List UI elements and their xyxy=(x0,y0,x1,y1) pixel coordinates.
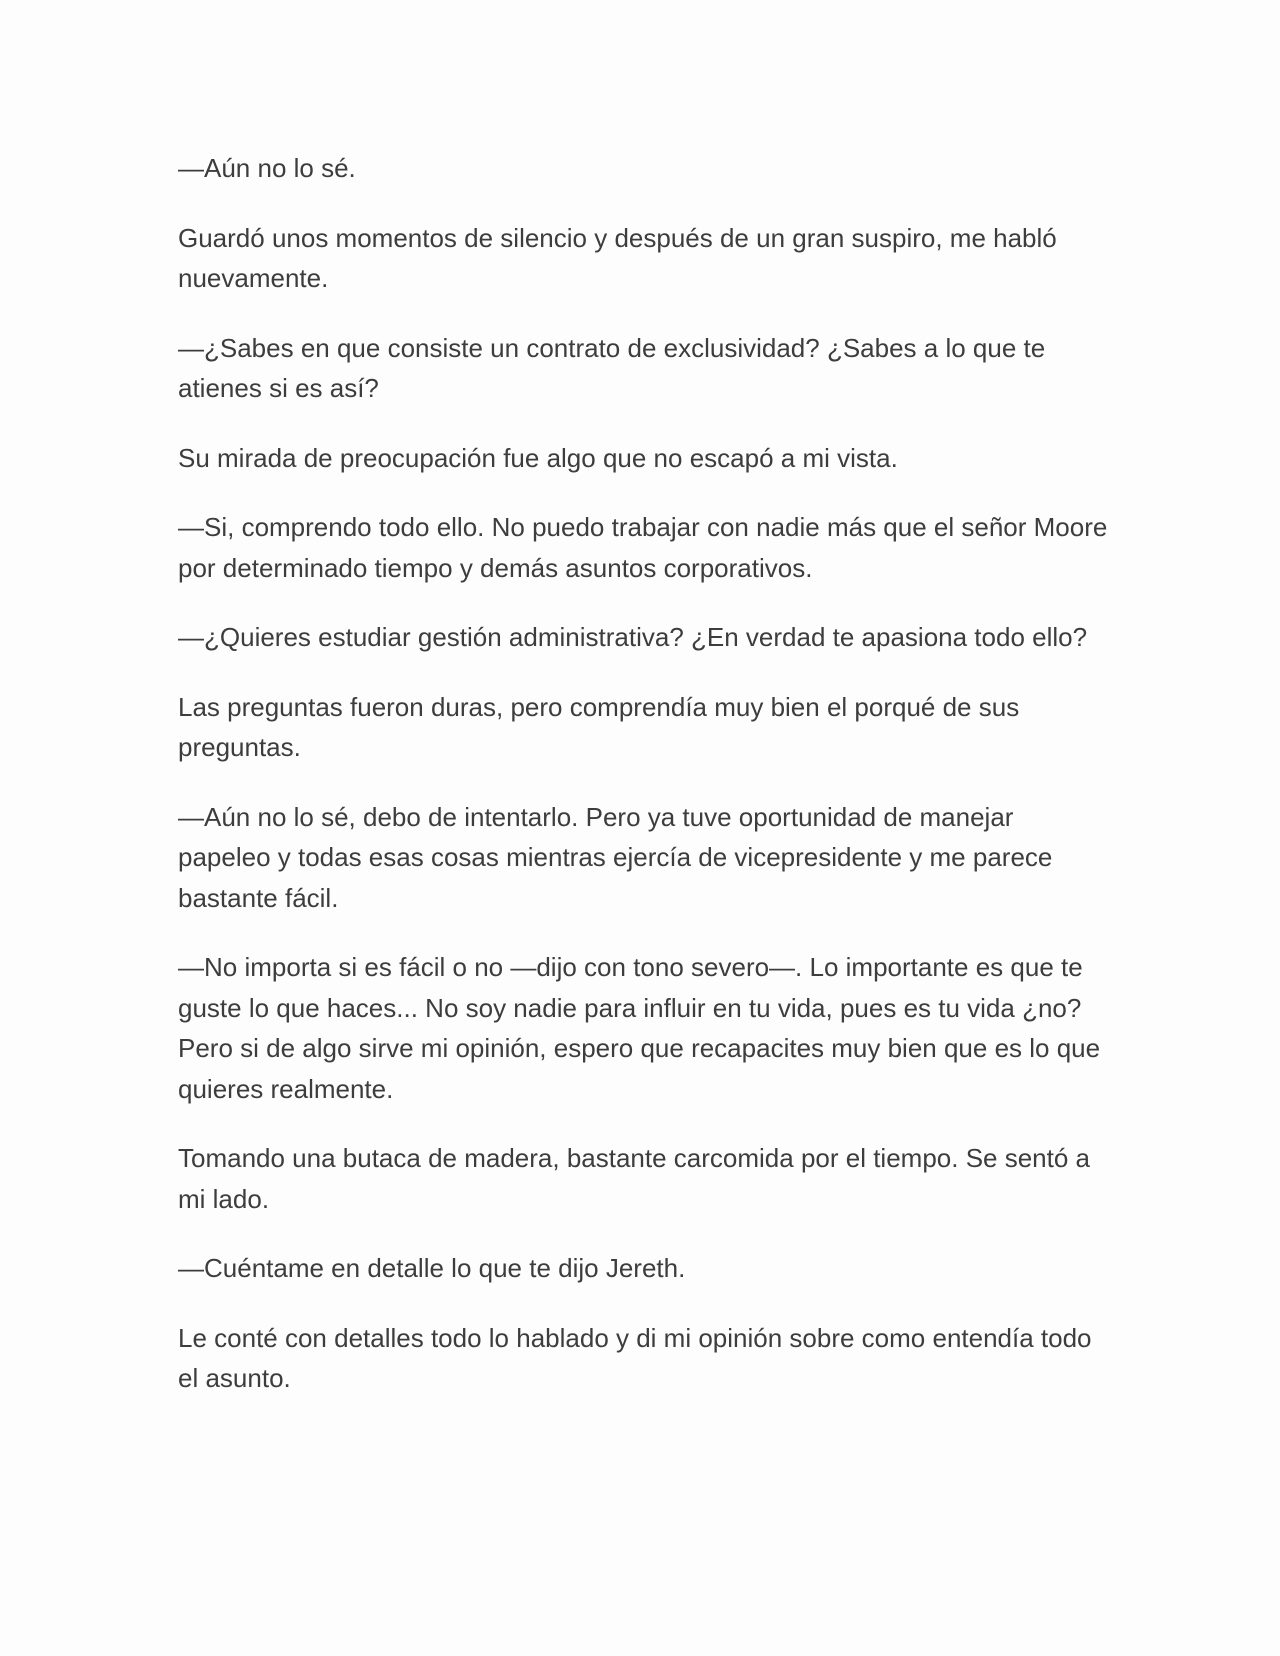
paragraph-8: —Aún no lo sé, debo de intentarlo. Pero ya tuve oportunidad de manejar papeleo y todas esas cosas mientras ejercía de vicepresidente y me parece bastante fácil. xyxy=(178,801,1053,913)
paragraph-6: —¿Quieres estudiar gestión administrativa? ¿En verdad te apasiona todo ello? xyxy=(178,622,1088,652)
paragraph-9: —No importa si es fácil o no —dijo con tono severo—. Lo importante es que te guste lo que haces... No soy nadie para influir en tu vida, pues es tu vida ¿no? Pero si de algo sirve mi opinión, espero que recapacites muy bien que es lo que quieres realmente. xyxy=(178,952,1101,1104)
paragraph-12: Le conté con detalles todo lo hablado y di mi opinión sobre como entendía todo el asunto. xyxy=(178,1322,1092,1393)
paragraph-7: Las preguntas fueron duras, pero comprendía muy bien el porqué de sus preguntas. xyxy=(178,691,1020,762)
paragraph-5: —Si, comprendo todo ello. No puedo trabajar con nadie más que el señor Moore por determinado tiempo y demás asuntos corporativos. xyxy=(178,512,1108,583)
paragraph-4: Su mirada de preocupación fue algo que no escapó a mi vista. xyxy=(178,442,898,473)
paragraph-11: —Cuéntame en detalle lo que te dijo Jereth. xyxy=(178,1253,686,1283)
document-page xyxy=(178,148,1108,1399)
paragraph-1: —Aún no lo sé. xyxy=(178,153,356,183)
paragraph-3: —¿Sabes en que consiste un contrato de exclusividad? ¿Sabes a lo que te atienes si es así? xyxy=(178,332,1046,403)
paragraph-10: Tomando una butaca de madera, bastante carcomida por el tiempo. Se sentó a mi lado. xyxy=(178,1143,1091,1214)
paragraph-2: Guardó unos momentos de silencio y después de un gran suspiro, me habló nuevamente. xyxy=(178,222,1057,293)
